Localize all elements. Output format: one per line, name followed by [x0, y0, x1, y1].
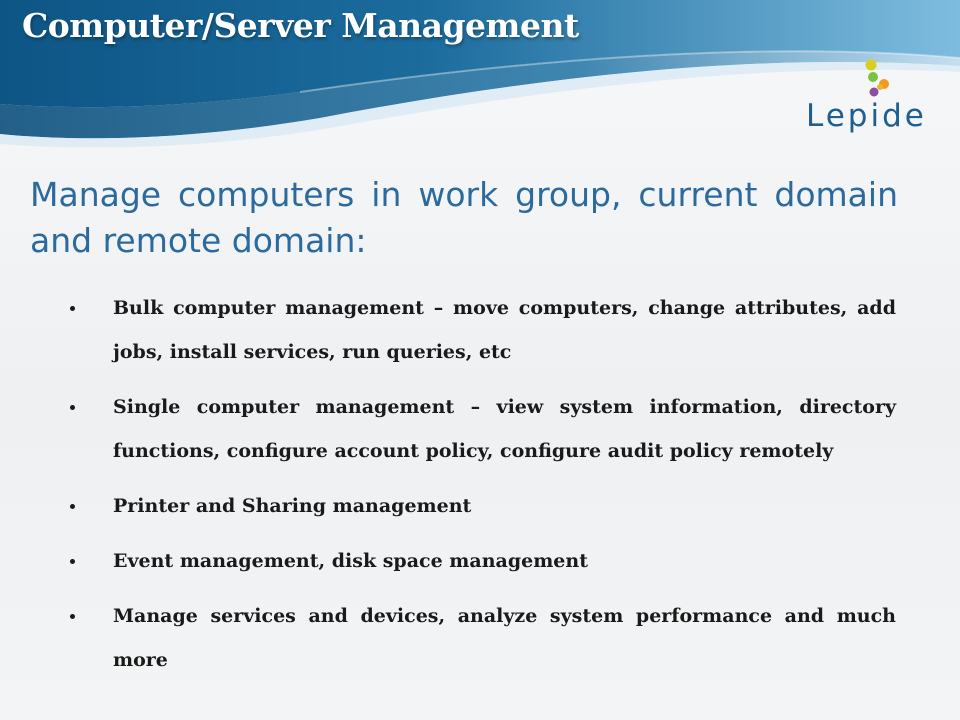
bullet-dot-icon	[70, 614, 75, 619]
bullet-dot-icon	[70, 306, 75, 311]
bullet-item	[66, 539, 896, 583]
bullet-text: Printer and Sharing management	[113, 495, 472, 517]
intro-text: Manage computers in work group, current domain and remote domain:	[30, 175, 898, 260]
bullet-dot-icon	[70, 504, 75, 509]
bullet-item	[66, 286, 896, 374]
bullet-dot-icon	[70, 559, 75, 564]
lepide-logo-text: Lepide	[806, 98, 927, 134]
bullet-text: Bulk computer management – move computers, change attributes, add jobs, install services, run queries, etc	[113, 297, 896, 363]
bullet-item	[66, 385, 896, 473]
bullet-item	[66, 484, 896, 528]
bullet-text: Single computer management – view system information, directory functions, configure account policy, configure audit policy remotely	[113, 396, 896, 462]
slide-title: Computer/Server Management	[22, 6, 579, 45]
bullet-text: Manage services and devices, analyze system performance and much more	[113, 605, 896, 671]
lepide-logo	[806, 58, 956, 138]
bullet-dot-icon	[70, 405, 75, 410]
bullet-list	[66, 286, 896, 693]
bullet-text: Event management, disk space management	[113, 550, 588, 572]
bullet-item	[66, 594, 896, 682]
lepide-logo-icon	[858, 58, 898, 102]
